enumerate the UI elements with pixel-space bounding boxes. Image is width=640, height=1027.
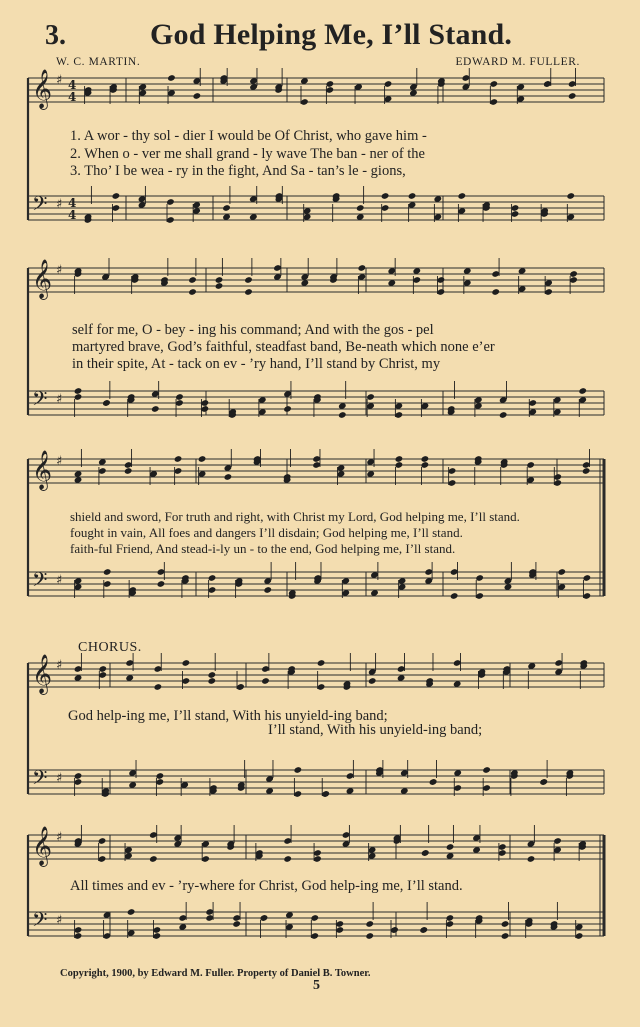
treble-clef: 𝄞	[32, 654, 53, 694]
note-head	[446, 843, 455, 851]
hymn-title: God Helping Me, I’ll Stand.	[150, 18, 513, 51]
treble-clef: 𝄞	[32, 259, 53, 299]
note-head	[395, 455, 404, 463]
note-head	[317, 659, 326, 667]
lyric-line: faith-ful Friend, And stead-i-ly un - to the end, God helping me, I’ll stand.	[70, 541, 456, 556]
lyric-line: God help-ing me, I’ll stand, With his unyield-ing band;	[68, 708, 388, 724]
time-signature: 4	[68, 78, 77, 92]
note-head	[381, 192, 390, 200]
note-head	[368, 677, 377, 685]
note-head	[582, 467, 591, 475]
lyric-line: 1. A wor - thy sol - dier I would be Of Christ, who gave him -	[70, 128, 427, 144]
note-head	[74, 387, 83, 395]
note-head	[365, 932, 374, 940]
note-head	[193, 92, 202, 100]
time-signature: 4	[68, 196, 77, 210]
note-head	[207, 671, 216, 679]
lyric-line: 3. Tho’ I be wea - ry in the fight, And Sa - tan’s le - gions,	[70, 163, 406, 179]
key-signature-sharp: ♯	[56, 913, 63, 928]
note-head	[127, 908, 136, 916]
note-head	[457, 192, 466, 200]
note-head	[491, 288, 500, 296]
note-head	[419, 926, 428, 934]
hymn-number: 3.	[45, 20, 66, 51]
note-head	[215, 276, 224, 284]
note-head	[188, 276, 197, 284]
bass-clef: 𝄢	[32, 568, 48, 596]
key-signature-sharp: ♯	[56, 454, 63, 469]
treble-clef: 𝄞	[32, 826, 53, 866]
bass-clef: 𝄢	[32, 192, 48, 220]
key-signature-sharp: ♯	[56, 573, 63, 588]
note-head	[174, 455, 183, 463]
time-signature: 4	[68, 90, 77, 104]
lyric-line: in their spite, At - tack on ev - ’ry hand, I’ll stand by Christ, my	[72, 356, 441, 372]
treble-clef: 𝄞	[32, 450, 53, 490]
note-head	[222, 204, 231, 212]
note-head	[429, 778, 438, 786]
key-signature-sharp: ♯	[56, 830, 63, 845]
note-head	[224, 473, 233, 481]
note-head	[261, 677, 270, 685]
key-signature-sharp: ♯	[56, 73, 63, 88]
time-signature: 4	[68, 208, 77, 222]
note-head	[124, 467, 133, 475]
note-head	[112, 192, 121, 200]
bass-clef: 𝄢	[32, 908, 48, 936]
note-head	[188, 288, 197, 296]
note-head	[232, 920, 241, 928]
treble-clef: 𝄞	[32, 69, 53, 109]
note-head	[167, 74, 176, 82]
note-head	[157, 580, 166, 588]
lyric-line: shield and sword, For truth and right, with Christ my Lord, God helping me, I’ll stand.	[70, 509, 520, 524]
chorus-label: CHORUS.	[78, 640, 142, 655]
composer-credit: EDWARD M. FULLER.	[455, 56, 580, 68]
note-head	[482, 766, 491, 774]
key-signature-sharp: ♯	[56, 771, 63, 786]
note-head	[103, 568, 112, 576]
note-head	[450, 592, 459, 600]
note-head	[207, 677, 216, 685]
note-head	[215, 282, 224, 290]
note-head	[501, 920, 510, 928]
note-head	[198, 455, 207, 463]
key-signature-sharp: ♯	[56, 392, 63, 407]
note-head	[154, 683, 163, 691]
note-head	[356, 204, 365, 212]
note-head	[283, 855, 292, 863]
key-signature-sharp: ♯	[56, 263, 63, 278]
note-head	[501, 932, 510, 940]
note-head	[568, 92, 577, 100]
lyric-line: martyred brave, God’s faithful, steadfast band, Be-neath which none e’er	[72, 339, 495, 355]
key-signature-sharp: ♯	[56, 197, 63, 212]
note-head	[149, 855, 158, 863]
note-head	[421, 455, 430, 463]
note-head	[293, 766, 302, 774]
note-head	[566, 192, 575, 200]
note-head	[539, 778, 548, 786]
note-head	[283, 405, 292, 413]
note-head	[338, 411, 347, 419]
lyric-line: I’ll stand, With his unyield-ing band;	[268, 722, 483, 738]
note-head	[421, 849, 430, 857]
copyright-notice: Copyright, 1900, by Edward M. Fuller. Property of Daniel B. Towner.	[60, 968, 371, 979]
note-head	[102, 399, 111, 407]
lyric-line: All times and ev - ’ry-where for Christ, God help-ing me, I’ll stand.	[70, 878, 463, 894]
note-head	[244, 288, 253, 296]
lyric-line: self for me, O - bey - ing his command; And with the gos - pel	[72, 322, 434, 338]
note-head	[578, 387, 587, 395]
note-head	[557, 568, 566, 576]
note-head	[408, 192, 417, 200]
note-head	[151, 405, 160, 413]
page-number: 5	[313, 978, 320, 993]
author-credit: W. C. MARTIN.	[56, 56, 141, 68]
note-head	[499, 411, 508, 419]
lyric-line: 2. When o - ver me shall grand - ly wave The ban - ner of the	[70, 146, 425, 162]
note-head	[263, 586, 272, 594]
bass-clef: 𝄢	[32, 387, 48, 415]
bass-clef: 𝄢	[32, 766, 48, 794]
note-head	[365, 920, 374, 928]
key-signature-sharp: ♯	[56, 658, 63, 673]
note-head	[182, 659, 191, 667]
note-head	[527, 855, 536, 863]
note-head	[244, 276, 253, 284]
lyric-line: fought in vain, All foes and dangers I’ll disdain; God helping me, I’ll stand.	[70, 525, 463, 540]
note-head	[358, 264, 367, 272]
